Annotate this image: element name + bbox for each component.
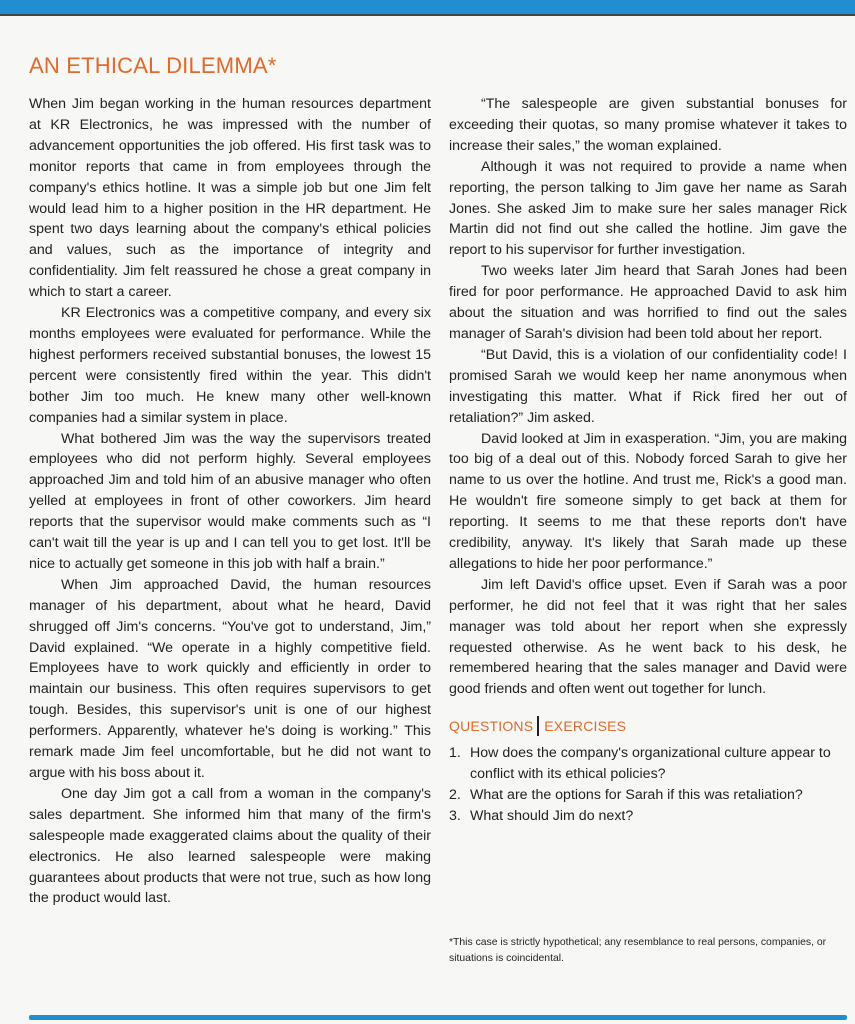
- paragraph: When Jim approached David, the human resources manager of his department, about what he heard, David shrugged off Jim's concerns. “You've got to understand, Jim,” David explained. “We operate in a highly competitive field. Employees have to work quickly and efficiently in order to maintain our business. This often requires supervisors to get tough. Besides, this supervisor's unit is one of our highest performers. Apparently, whatever he's doing is working.” This remark made Jim feel uncomfortable, but he did not want to argue with his boss about it.: [29, 576, 431, 781]
- paragraph: David looked at Jim in exasperation. “Jim, you are making too big of a deal out of this. Nobody forced Sarah to give her name to us over the hotline. And trust me, Rick's a good man. He wouldn't fire someone simply to get back at them for reporting. It seems to me that these reports don't have credibility, anyway. It's likely that Sarah made up these allegations to hide her poor performance.”: [449, 430, 847, 572]
- footnote-asterisk: *: [449, 937, 454, 948]
- paragraph: “The salespeople are given substantial bonuses for exceeding their quotas, so many promise whatever it takes to increase their sales,” the woman explained.: [449, 96, 847, 154]
- paragraph: Two weeks later Jim heard that Sarah Jones had been fired for poor performance. He approached David to ask him about the situation and was horrified to find out the sales manager of Sarah's division had been told about her report.: [449, 263, 847, 342]
- top-color-bar: [0, 0, 855, 16]
- question-item: 1. How does the company's organizational culture appear to conflict with its ethical policies?: [449, 745, 831, 783]
- document-page: [0, 16, 855, 1024]
- questions-exercises-heading: [449, 716, 847, 736]
- paragraph: Jim left David's office upset. Even if Sarah was a poor performer, he did not feel that it was right that her sales manager was told about her report when she expressly requested otherwise. As he went back to his desk, he remembered hearing that the sales manager and David were good friends and often went out together for lunch.: [449, 576, 847, 698]
- left-column: [29, 94, 431, 909]
- right-column: [449, 94, 847, 827]
- page-title: AN ETHICAL DILEMMA*: [29, 53, 277, 78]
- question-item: 2. What are the options for Sarah if this was retaliation?: [449, 787, 803, 804]
- question-list: [449, 743, 847, 827]
- paragraph: What bothered Jim was the way the supervisors treated employees who did not perform highly. Several employees approached Jim and told him of an abusive manager who often yelled at employees in front of other coworkers. Jim heard reports that the supervisor would make comments such as “I can't wait till the year is up and I can tell you to get lost. It'll be nice to actually get someone in this job with half a brain.”: [29, 430, 431, 572]
- bottom-color-rule: [29, 1015, 847, 1020]
- paragraph: When Jim began working in the human resources department at KR Electronics, he was impressed with the number of advancement opportunities the job offered. His first task was to monitor reports that came in from employees through the company's ethics hotline. It was a simple job but one Jim felt would lead him to a higher position in the HR department. He spent two days learning about the company's ethical policies and values, such as the importance of integrity and confidentiality. Jim felt reassured he chose a great company in which to start a career.: [29, 96, 431, 301]
- paragraph: KR Electronics was a competitive company, and every six months employees were evaluated for performance. While the highest performers received substantial bonuses, the lowest 15 percent were consistently fired within the year. This didn't bother Jim too much. He knew many other well-known companies had a similar system in place.: [29, 305, 431, 426]
- footnote: *This case is strictly hypothetical; any resemblance to real persons, companies, or situations is coincidental.: [449, 937, 827, 964]
- question-item: 3. What should Jim do next?: [449, 808, 634, 824]
- exercises-label: EXERCISES: [544, 718, 627, 735]
- heading-divider: [537, 716, 539, 736]
- paragraph: “But David, this is a violation of our confidentiality code! I promised Sarah we would keep her name anonymous when investigating this matter. What if Rick fired her out of retaliation?” Jim asked.: [449, 346, 847, 426]
- questions-label: QUESTIONS: [449, 718, 534, 735]
- paragraph: One day Jim got a call from a woman in the company's sales department. She informed him that many of the firm's salespeople made exaggerated claims about the quality of their electronics. He also learned salespeople were making guarantees about products that were not true, such as how long the product would last.: [29, 785, 431, 907]
- title-asterisk: *: [267, 53, 277, 78]
- paragraph: Although it was not required to provide a name when reporting, the person talking to Jim gave her name as Sarah Jones. She asked Jim to make sure her sales manager Rick Martin did not find out she called the hotline. Jim gave the report to his supervisor for further investigation.: [449, 158, 847, 259]
